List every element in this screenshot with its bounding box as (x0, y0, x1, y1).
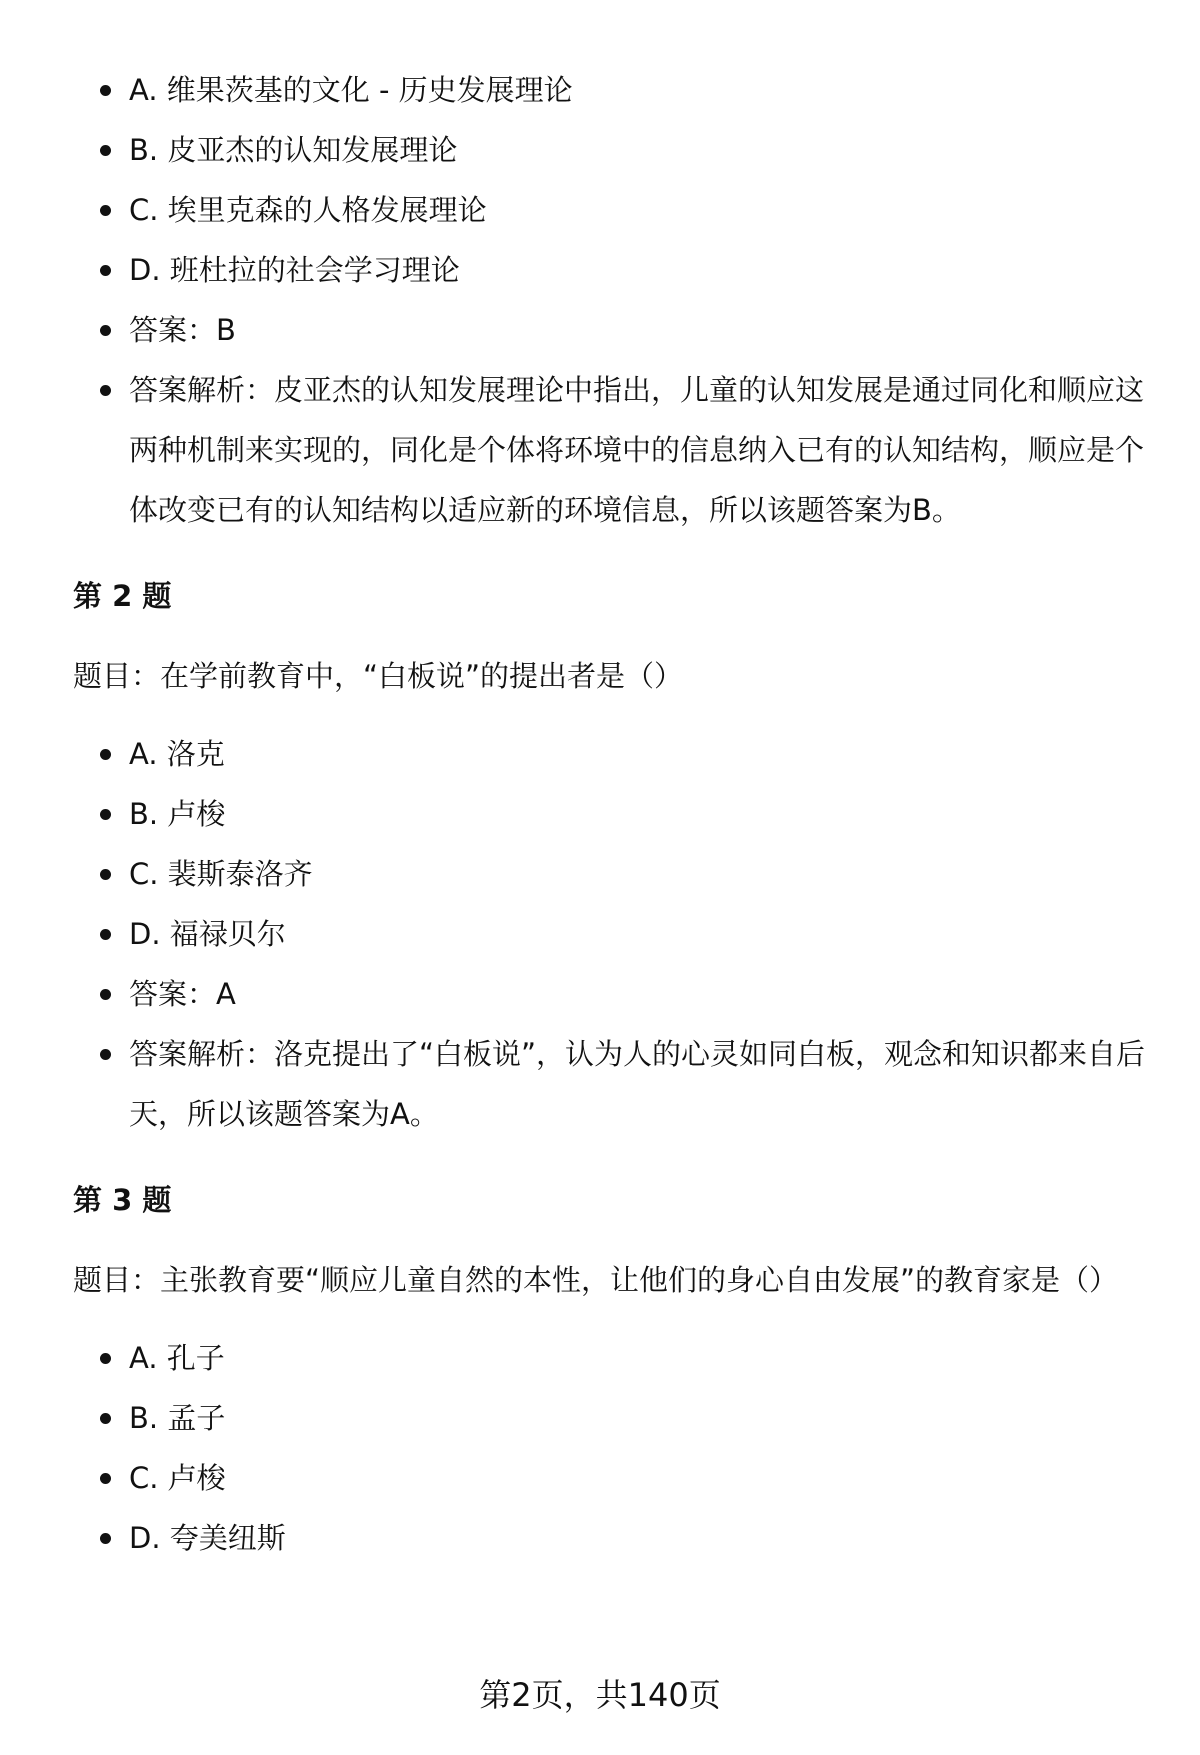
bullet-icon (100, 1473, 111, 1484)
q2-option-list (73, 724, 1148, 1144)
option-text: B. 卢梭 (129, 797, 226, 831)
list-item (73, 1508, 1148, 1568)
question-text: 题目：在学前教育中，“白板说”的提出者是（） (73, 659, 684, 693)
page-content (73, 60, 1148, 1568)
q3-option-list (73, 1328, 1148, 1568)
list-item (73, 240, 1148, 300)
explanation-text: 答案解析：洛克提出了“白板说”，认为人的心灵如同白板，观念和知识都来自后天，所以该题答案为A。 (129, 1037, 1146, 1131)
list-item (73, 724, 1148, 784)
option-text: B. 皮亚杰的认知发展理论 (129, 133, 458, 167)
bullet-icon (100, 205, 111, 216)
bullet-icon (100, 989, 111, 1000)
list-item (73, 60, 1148, 120)
bullet-icon (100, 1353, 111, 1364)
list-item (73, 1328, 1148, 1388)
list-item (73, 784, 1148, 844)
list-item (73, 120, 1148, 180)
list-item (73, 360, 1148, 540)
option-text: A. 洛克 (129, 737, 225, 771)
explanation-text: 答案解析：皮亚杰的认知发展理论中指出，儿童的认知发展是通过同化和顺应这两种机制来实现的，同化是个体将环境中的信息纳入已有的认知结构，顺应是个体改变已有的认知结构以适应新的环境信息，所以该题答案为B。 (129, 373, 1145, 527)
option-text: B. 孟子 (129, 1401, 226, 1435)
option-text: C. 裴斯泰洛齐 (129, 857, 313, 891)
list-item (73, 180, 1148, 240)
question-heading: 第 3 题 (73, 1183, 172, 1217)
option-text: A. 孔子 (129, 1341, 225, 1375)
bullet-icon (100, 385, 111, 396)
bullet-icon (100, 85, 111, 96)
option-text: C. 卢梭 (129, 1461, 226, 1495)
list-item (73, 844, 1148, 904)
bullet-icon (100, 929, 111, 940)
answer-text: 答案：A (129, 977, 236, 1011)
list-item (73, 1448, 1148, 1508)
bullet-icon (100, 1413, 111, 1424)
option-text: C. 埃里克森的人格发展理论 (129, 193, 487, 227)
bullet-icon (100, 749, 111, 760)
q1-option-list (73, 60, 1148, 540)
bullet-icon (100, 1049, 111, 1060)
bullet-icon (100, 325, 111, 336)
list-item (73, 964, 1148, 1024)
option-text: A. 维果茨基的文化 - 历史发展理论 (129, 73, 573, 107)
option-text: D. 福禄贝尔 (129, 917, 286, 951)
option-text: D. 夸美纽斯 (129, 1521, 286, 1555)
bullet-icon (100, 145, 111, 156)
question-heading: 第 2 题 (73, 579, 172, 613)
list-item (73, 904, 1148, 964)
bullet-icon (100, 265, 111, 276)
bullet-icon (100, 869, 111, 880)
option-text: D. 班杜拉的社会学习理论 (129, 253, 460, 287)
bullet-icon (100, 809, 111, 820)
list-item (73, 1388, 1148, 1448)
page-number-footer: 第2页，共140页 (479, 1676, 721, 1714)
list-item (73, 300, 1148, 360)
question-text: 题目：主张教育要“顺应儿童自然的本性，让他们的身心自由发展”的教育家是（） (73, 1263, 1119, 1297)
bullet-icon (100, 1533, 111, 1544)
list-item (73, 1024, 1148, 1144)
answer-text: 答案：B (129, 313, 236, 347)
